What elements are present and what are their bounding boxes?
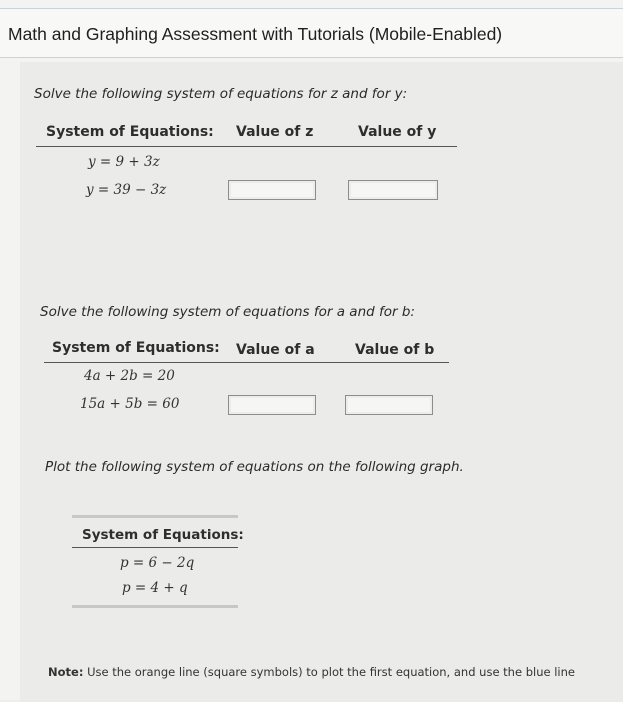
section2-prompt: Solve the following system of equations for a and for b:: [40, 304, 415, 320]
section2-header-rule: [44, 362, 449, 363]
section1-header-value-z: Value of z: [236, 124, 314, 140]
value-y-input[interactable]: [348, 180, 438, 200]
section1-header-value-y: Value of y: [358, 124, 437, 140]
note-text: Use the orange line (square symbols) to plot the first equation, and use the blue line: [87, 665, 575, 679]
section2-equation-1: 4a + 2b = 20: [84, 368, 175, 384]
section2-header-value-b: Value of b: [355, 342, 435, 358]
section3-equation-1: p = 6 − 2q: [120, 555, 195, 571]
section1-equation-2: y = 39 − 3z: [86, 182, 167, 198]
value-a-input[interactable]: [228, 395, 316, 415]
section3-top-rule: [72, 515, 238, 518]
note-label: Note:: [48, 665, 84, 679]
section3-bottom-rule: [72, 605, 238, 608]
section1-header-equations: System of Equations:: [46, 124, 214, 140]
section2-header-equations: System of Equations:: [52, 340, 220, 356]
section3-header-equations: System of Equations:: [82, 527, 244, 543]
section1-prompt: Solve the following system of equations for z and for y:: [34, 86, 408, 102]
graph-note: [48, 665, 575, 679]
section1-equation-1: y = 9 + 3z: [88, 154, 160, 170]
section3-equation-2: p = 4 + q: [122, 580, 188, 596]
page-title: Math and Graphing Assessment with Tutorials (Mobile-Enabled): [8, 24, 503, 44]
section1-header-rule: [36, 146, 457, 147]
section3-prompt: Plot the following system of equations on the following graph.: [45, 459, 464, 475]
section3-header-rule: [72, 547, 238, 548]
app-header: [0, 8, 623, 58]
section2-equation-2: 15a + 5b = 60: [80, 396, 180, 412]
section2-header-value-a: Value of a: [236, 342, 315, 358]
value-b-input[interactable]: [345, 395, 433, 415]
value-z-input[interactable]: [228, 180, 316, 200]
